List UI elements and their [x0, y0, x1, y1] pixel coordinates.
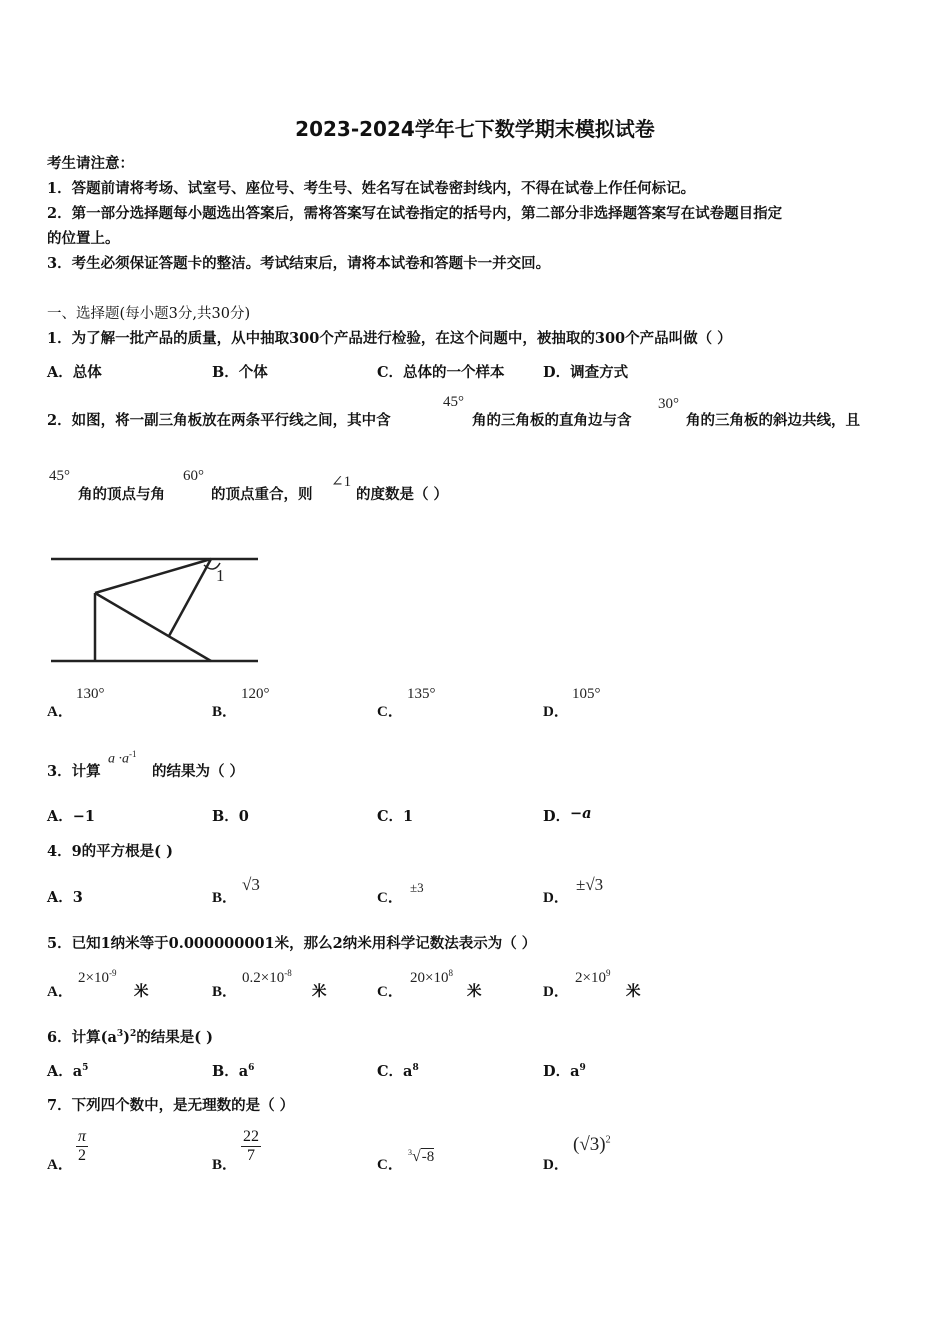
q2-option-d: 105° [572, 686, 601, 702]
q1-option-a: A．总体 [47, 364, 102, 381]
q5-option-b-label: B． [212, 984, 238, 1000]
q6-b-base: a [238, 1063, 249, 1080]
q3-option-c: C．1 [377, 808, 414, 825]
q5-d-base: 2×10 [575, 970, 606, 986]
q5-b-exp: -8 [284, 968, 292, 978]
q2-option-a: 130° [76, 686, 105, 702]
notice-item: 的位置上。 [47, 230, 120, 247]
q4-option-a: A．3 [47, 889, 83, 906]
q6-c-exp: 8 [412, 1063, 419, 1074]
q7-d-exp: 2 [605, 1134, 611, 1146]
q7-d-base: (√3) [573, 1134, 606, 1155]
q2-angle-1: ∠1 [331, 474, 352, 490]
question-3-part: 3．计算 [47, 763, 101, 780]
q7-c-index: 3 [408, 1148, 412, 1157]
q1-option-b: B．个体 [212, 364, 268, 381]
q4-option-d: ±√3 [576, 875, 604, 894]
q2-angle-30: 30° [658, 396, 679, 412]
q5-option-a-label: A． [47, 984, 73, 1000]
q5-option-a [78, 968, 116, 987]
q6-d-exp: 9 [579, 1063, 586, 1074]
q5-option-d [575, 968, 610, 987]
q6-option-d [543, 1060, 586, 1081]
question-3-part: 的结果为（ ） [152, 763, 245, 780]
angle-label-1: 1 [216, 566, 225, 585]
q7-option-a-label: A． [47, 1157, 73, 1173]
question-6 [47, 1026, 213, 1047]
q7-option-d [573, 1134, 611, 1156]
q6-option-c [377, 1060, 419, 1081]
q5-b-base: 0.2×10 [242, 970, 285, 986]
q5-a-unit: 米 [134, 983, 149, 1000]
triangle-edge [95, 559, 211, 593]
question-2-part: 的顶点重合，则 [211, 486, 313, 503]
q4-option-c: ±3 [410, 880, 424, 895]
q7-b-denominator: 7 [247, 1147, 255, 1164]
q5-c-exp: 8 [448, 968, 453, 978]
q6-d-base: a [570, 1063, 580, 1080]
q5-option-c-label: C． [377, 984, 403, 1000]
q3-option-b: B．0 [212, 808, 249, 825]
q5-option-c [410, 968, 453, 987]
notice-heading: 考生请注意： [47, 155, 134, 172]
q3-option-d-label: D． [543, 808, 571, 825]
q7-option-b [241, 1128, 261, 1165]
page-title: 2023-2024学年七下数学期末模拟试卷 [295, 117, 655, 141]
question-7: 7．下列四个数中，是无理数的是（ ） [47, 1097, 295, 1114]
q7-c-radicand: -8 [421, 1149, 435, 1165]
q4-option-b-label: B． [212, 890, 238, 906]
q2-option-b: 120° [241, 686, 270, 702]
q6-a-base: a [72, 1063, 83, 1080]
q7-a-denominator: 2 [78, 1147, 86, 1164]
notice-item: 1．答题前请将考场、试室号、座位号、考生号、姓名写在试卷密封线内，不得在试卷上作任何标记。 [47, 180, 696, 197]
q1-option-d: D．调查方式 [543, 364, 629, 381]
question-4: 4．9的平方根是( ) [47, 843, 173, 860]
q7-option-d-label: D． [543, 1157, 569, 1173]
q5-option-d-label: D． [543, 984, 569, 1000]
notice-item: 3．考生必须保证答题卡的整洁。考试结束后，请将本试卷和答题卡一并交回。 [47, 255, 551, 272]
q1-option-c: C．总体的一个样本 [377, 364, 505, 381]
q5-c-base: 20×10 [410, 970, 449, 986]
q6-a-exp: 5 [82, 1063, 89, 1074]
q2-angle-45: 45° [49, 468, 70, 484]
question-2-part: 的度数是（ ） [356, 486, 449, 503]
q5-d-exp: 9 [605, 968, 611, 978]
q6-c-label: C． [377, 1063, 404, 1080]
question-5: 5．已知1纳米等于0.000000001米，那么2纳米用科学记数法表示为（ ） [47, 935, 537, 952]
q3-option-a: A．−1 [47, 808, 95, 825]
q3-expression [108, 749, 137, 768]
q5-a-base: 2×10 [78, 970, 109, 986]
question-2-part: 角的三角板的斜边共线，且 [686, 412, 860, 429]
q7-a-numerator: π [78, 1128, 87, 1145]
q2-option-c-label: C． [377, 704, 403, 720]
question-1: 1．为了解一批产品的质量，从中抽取300个产品进行检验，在这个问题中，被抽取的300个产品叫做（ ） [47, 330, 732, 347]
question-2-part: 角的顶点与角 [78, 486, 165, 503]
q2-option-c: 135° [407, 686, 436, 702]
q2-angle-60: 60° [183, 468, 204, 484]
q6-exp2: 2 [130, 1029, 137, 1040]
notice-item: 2．第一部分选择题每小题选出答案后，需将答案写在试卷指定的括号内，第二部分非选择题答案写在试卷题目指定 [47, 205, 783, 222]
q6-part: ) [123, 1029, 130, 1046]
q5-c-unit: 米 [467, 983, 482, 1000]
triangle-edge [95, 593, 211, 661]
q5-d-unit: 米 [626, 983, 641, 1000]
q2-option-a-label: A． [47, 704, 73, 720]
q6-b-label: B． [212, 1063, 239, 1080]
section-heading: 一、选择题(每小题3分,共30分) [47, 306, 251, 322]
q6-option-b [212, 1060, 254, 1081]
question-2-part: 2．如图，将一副三角板放在两条平行线之间，其中含 [47, 412, 391, 429]
q6-option-a [47, 1060, 88, 1081]
q7-b-numerator: 22 [243, 1128, 259, 1145]
q4-option-d-label: D． [543, 890, 569, 906]
q7-option-b-label: B． [212, 1157, 238, 1173]
q7-option-c: $^3$√-8 [408, 1148, 435, 1165]
q6-d-label: D． [543, 1063, 571, 1080]
q4-option-b: √3 [242, 875, 260, 894]
q6-a-label: A． [47, 1063, 73, 1080]
q5-a-exp: -9 [108, 968, 117, 978]
q7-option-c-label: C． [377, 1157, 403, 1173]
q2-angle-45: 45° [443, 394, 464, 410]
q4-option-c-label: C． [377, 890, 403, 906]
q5-b-unit: 米 [312, 983, 327, 1000]
q6-b-exp: 6 [248, 1063, 255, 1074]
q6-c-base: a [403, 1063, 413, 1080]
question-2-part: 角的三角板的直角边与含 [472, 412, 632, 429]
q3-expr-base: a ·a [108, 751, 129, 767]
q6-exp1: 3 [116, 1029, 124, 1040]
q3-expr-exp: -1 [129, 749, 137, 759]
q2-option-b-label: B． [212, 704, 238, 720]
q6-part: 的结果是( ) [136, 1029, 214, 1046]
q6-part: 6．计算(a [47, 1029, 117, 1046]
q2-option-d-label: D． [543, 704, 569, 720]
q2-figure [48, 550, 263, 670]
q5-option-b [242, 968, 292, 987]
q7-option-a [76, 1128, 88, 1165]
q3-option-d: −a [570, 805, 592, 822]
